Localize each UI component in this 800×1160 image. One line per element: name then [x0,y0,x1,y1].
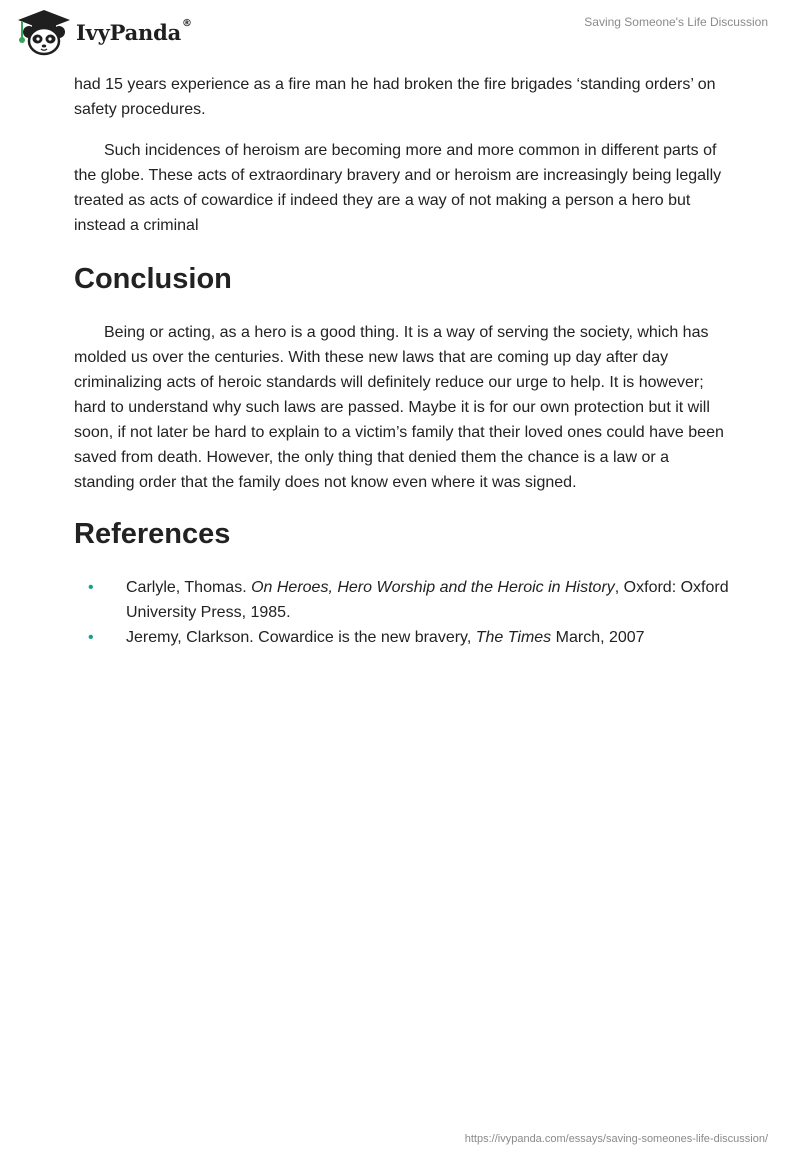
panda-graduate-icon [14,8,74,56]
registered-mark: ® [182,17,193,29]
logo-wordmark: IvyPanda [76,19,182,45]
page-header [0,0,800,64]
reference-item [74,625,730,650]
essay-content [74,72,730,650]
reference-text: Jeremy, Clarkson. Cowardice is the new bravery, [126,629,476,646]
body-paragraph-1: had 15 years experience as a fire man he had broken the fire brigades ‘standing orders’ on safety procedures. [74,76,716,118]
bullet-icon: • [88,579,94,596]
references-heading: References [74,518,231,550]
conclusion-paragraph: Being or acting, as a hero is a good thing. It is a way of serving the society, which has molded us over the centuries. With these new laws that are coming up day after day criminalizing acts of heroic standards will definitely reduce our urge to help. It is however; hard to understand why such laws are passed. Maybe it is for our own protection but it will soon, if not later be hard to explain to a victim’s family that their loved ones could have been saved from death. However, the only thing that denied them the chance is a law or a standing order that the family does not know even where it was signed. [74,324,724,491]
bullet-icon: • [88,629,94,646]
reference-text: March, 2007 [551,629,645,646]
reference-text: , Oxford: Oxford University Press, 1985. [126,579,729,621]
reference-title: On Heroes, Hero Worship and the Heroic in History [251,579,615,596]
body-paragraph-2: Such incidences of heroism are becoming more and more common in different parts of the globe. These acts of extraordinary bravery and or heroism are increasingly being legally treated as acts of cowardice if indeed they are a way of not making a person a hero but instead a criminal [74,142,722,234]
source-url[interactable]: https://ivypanda.com/essays/saving-someones-life-discussion/ [464,1133,768,1145]
reference-text: Carlyle, Thomas. [126,579,252,596]
document-title: Saving Someone's Life Discussion [584,15,768,29]
ivypanda-logo[interactable] [14,8,192,56]
references-list [74,575,730,650]
conclusion-heading: Conclusion [74,263,232,295]
reference-item [74,575,730,625]
reference-title: The Times [475,629,552,646]
